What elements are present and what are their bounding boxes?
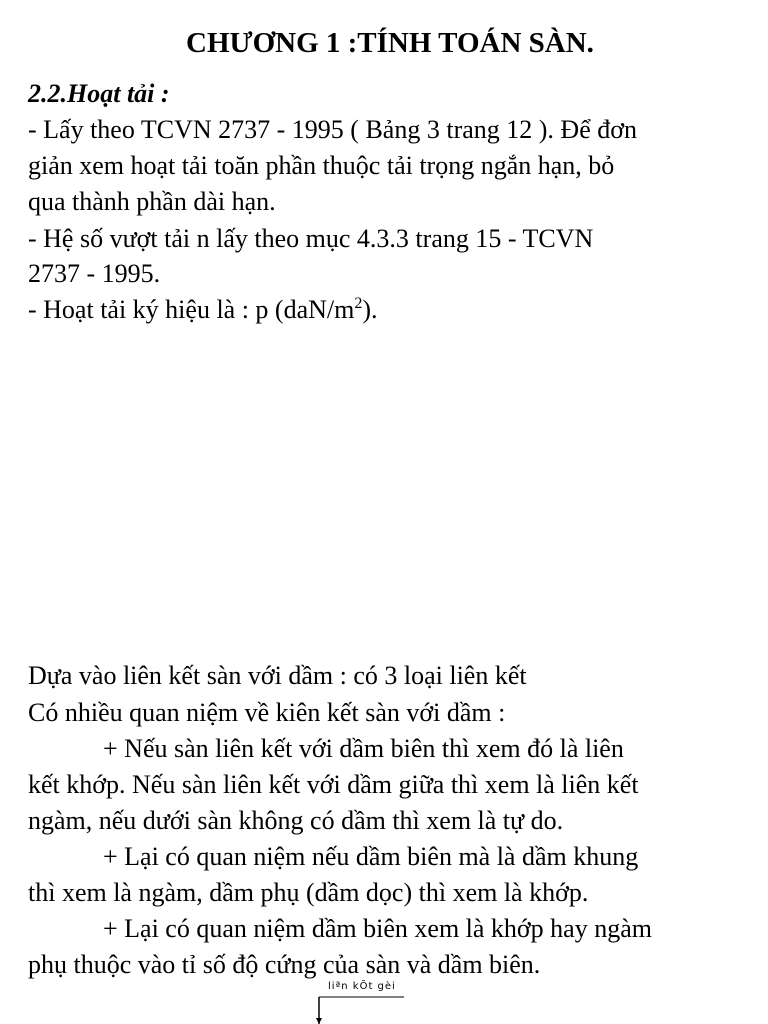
text-line: - Lấy theo TCVN 2737 - 1995 ( Bảng 3 trang 12 ). Để đơn [28, 115, 637, 144]
text-line: Có nhiều quan niệm về kiên kết sàn với dầm : [28, 698, 506, 727]
text-line: - Hệ số vượt tải n lấy theo mục 4.3.3 trang 15 - TCVN [28, 224, 594, 253]
text-line: giản xem hoạt tải toăn phần thuộc tải trọng ngắn hạn, bỏ [28, 151, 615, 180]
text-line: kết khớp. Nếu sàn liên kết với dầm giữa thì xem là liên kết [28, 770, 639, 799]
diagram-lines [314, 980, 434, 1024]
text-line: ngàm, nếu dưới sàn không có dầm thì xem là tự do. [28, 806, 564, 835]
text-line: qua thành phần dài hạn. [28, 187, 276, 216]
text-line: Dựa vào liên kết sàn với dầm : có 3 loại liên kết [28, 661, 527, 690]
load-symbol-line [28, 292, 378, 328]
support-diagram [314, 980, 434, 1024]
unit-superscript: 2 [354, 295, 363, 312]
text-line: + Nếu sàn liên kết với dầm biên thì xem đó là liên [103, 734, 624, 763]
text-line: + Lại có quan niệm dầm biên xem là khớp hay ngàm [103, 914, 652, 943]
text-line: + Lại có quan niệm nếu dầm biên mà là dầm khung [103, 842, 639, 871]
text-line: 2737 - 1995. [28, 259, 161, 288]
text-line: phụ thuộc vào tỉ số độ cứng của sàn và dầm biên. [28, 950, 541, 979]
chapter-title: CHƯƠNG 1 :TÍNH TOÁN SÀN. [186, 27, 594, 59]
section-heading: 2.2.Hoạt tải : [28, 79, 170, 108]
arrow-down-icon [316, 1018, 322, 1024]
load-symbol-suffix: ). [362, 295, 378, 324]
load-symbol-prefix: - Hoạt tải ký hiệu là : p (daN/m [28, 295, 355, 324]
diagram-label: liªn kÕt gèi [328, 981, 396, 992]
text-line: thì xem là ngàm, dầm phụ (dầm dọc) thì xem là khớp. [28, 878, 589, 907]
